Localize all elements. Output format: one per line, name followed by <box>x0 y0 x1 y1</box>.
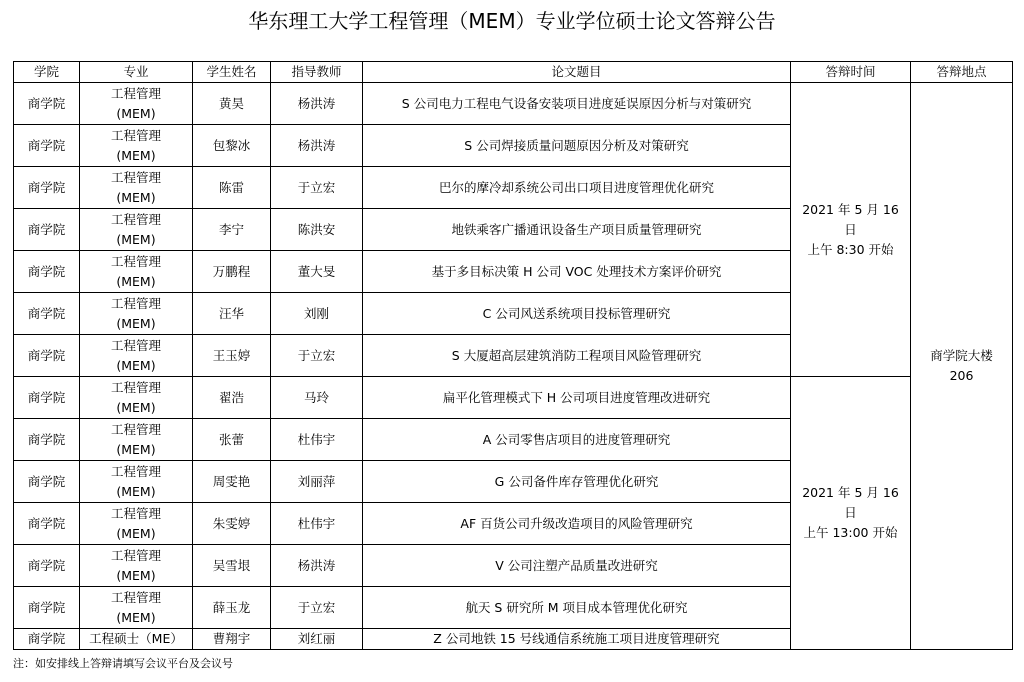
topic-cell: S 公司焊接质量问题原因分析及对策研究 <box>363 125 791 167</box>
header-student: 学生姓名 <box>193 62 271 83</box>
header-topic: 论文题目 <box>363 62 791 83</box>
topic-cell: G 公司备件库存管理优化研究 <box>363 461 791 503</box>
table-row <box>14 377 1013 419</box>
advisor-cell: 杜伟宇 <box>271 503 363 545</box>
major-cell: 工程管理 (MEM) <box>80 419 193 461</box>
advisor-cell: 董大旻 <box>271 251 363 293</box>
college-cell: 商学院 <box>14 83 80 125</box>
student-cell: 周雯艳 <box>193 461 271 503</box>
major-cell: 工程管理 (MEM) <box>80 587 193 629</box>
advisor-cell: 于立宏 <box>271 335 363 377</box>
college-cell: 商学院 <box>14 545 80 587</box>
major-cell: 工程管理 (MEM) <box>80 209 193 251</box>
major-cell: 工程管理 (MEM) <box>80 251 193 293</box>
student-cell: 陈雷 <box>193 167 271 209</box>
major-cell: 工程管理 (MEM) <box>80 83 193 125</box>
advisor-cell: 刘丽萍 <box>271 461 363 503</box>
advisor-cell: 刘红丽 <box>271 629 363 650</box>
advisor-cell: 于立宏 <box>271 167 363 209</box>
student-cell: 万鹏程 <box>193 251 271 293</box>
header-location: 答辩地点 <box>911 62 1013 83</box>
header-row <box>14 62 1013 83</box>
major-cell: 工程管理 (MEM) <box>80 377 193 419</box>
college-cell: 商学院 <box>14 503 80 545</box>
topic-cell: S 大厦超高层建筑消防工程项目风险管理研究 <box>363 335 791 377</box>
topic-cell: A 公司零售店项目的进度管理研究 <box>363 419 791 461</box>
major-cell: 工程管理 (MEM) <box>80 545 193 587</box>
college-cell: 商学院 <box>14 167 80 209</box>
student-cell: 薛玉龙 <box>193 587 271 629</box>
table-row <box>14 83 1013 125</box>
college-cell: 商学院 <box>14 377 80 419</box>
major-cell: 工程管理 (MEM) <box>80 125 193 167</box>
student-cell: 朱雯婷 <box>193 503 271 545</box>
student-cell: 张蕾 <box>193 419 271 461</box>
advisor-cell: 杜伟宇 <box>271 419 363 461</box>
advisor-cell: 于立宏 <box>271 587 363 629</box>
student-cell: 曹翔宇 <box>193 629 271 650</box>
student-cell: 吴雪垠 <box>193 545 271 587</box>
topic-cell: Z 公司地铁 15 号线通信系统施工项目进度管理研究 <box>363 629 791 650</box>
defense-location: 商学院大楼 206 <box>911 83 1013 650</box>
major-cell: 工程管理 (MEM) <box>80 335 193 377</box>
topic-cell: 基于多目标决策 H 公司 VOC 处理技术方案评价研究 <box>363 251 791 293</box>
advisor-cell: 马玲 <box>271 377 363 419</box>
topic-cell: V 公司注塑产品质量改进研究 <box>363 545 791 587</box>
major-cell: 工程管理 (MEM) <box>80 293 193 335</box>
advisor-cell: 杨洪涛 <box>271 545 363 587</box>
topic-cell: C 公司风送系统项目投标管理研究 <box>363 293 791 335</box>
college-cell: 商学院 <box>14 251 80 293</box>
page-title: 华东理工大学工程管理（MEM）专业学位硕士论文答辩公告 <box>248 9 776 33</box>
college-cell: 商学院 <box>14 335 80 377</box>
college-cell: 商学院 <box>14 419 80 461</box>
major-cell: 工程管理 (MEM) <box>80 167 193 209</box>
student-cell: 包黎冰 <box>193 125 271 167</box>
advisor-cell: 杨洪涛 <box>271 83 363 125</box>
college-cell: 商学院 <box>14 209 80 251</box>
topic-cell: AF 百货公司升级改造项目的风险管理研究 <box>363 503 791 545</box>
college-cell: 商学院 <box>14 629 80 650</box>
student-cell: 黄昊 <box>193 83 271 125</box>
topic-cell: 地铁乘客广播通讯设备生产项目质量管理研究 <box>363 209 791 251</box>
defense-schedule-table <box>13 61 1013 650</box>
student-cell: 翟浩 <box>193 377 271 419</box>
college-cell: 商学院 <box>14 461 80 503</box>
college-cell: 商学院 <box>14 587 80 629</box>
advisor-cell: 杨洪涛 <box>271 125 363 167</box>
header-time: 答辩时间 <box>791 62 911 83</box>
header-major: 专业 <box>80 62 193 83</box>
student-cell: 李宁 <box>193 209 271 251</box>
major-cell: 工程管理 (MEM) <box>80 461 193 503</box>
advisor-cell: 陈洪安 <box>271 209 363 251</box>
defense-time-afternoon: 2021 年 5 月 16 日 上午 13:00 开始 <box>791 377 911 650</box>
topic-cell: 航天 S 研究所 M 项目成本管理优化研究 <box>363 587 791 629</box>
college-cell: 商学院 <box>14 125 80 167</box>
footnote: 注：如安排线上答辩请填写会议平台及会议号 <box>13 657 233 670</box>
topic-cell: 扁平化管理模式下 H 公司项目进度管理改进研究 <box>363 377 791 419</box>
advisor-cell: 刘刚 <box>271 293 363 335</box>
college-cell: 商学院 <box>14 293 80 335</box>
topic-cell: 巴尔的摩冷却系统公司出口项目进度管理优化研究 <box>363 167 791 209</box>
defense-time-morning: 2021 年 5 月 16 日 上午 8:30 开始 <box>791 83 911 377</box>
header-college: 学院 <box>14 62 80 83</box>
topic-cell: S 公司电力工程电气设备安装项目进度延误原因分析与对策研究 <box>363 83 791 125</box>
header-advisor: 指导教师 <box>271 62 363 83</box>
student-cell: 王玉婷 <box>193 335 271 377</box>
major-cell: 工程硕士（ME） <box>80 629 193 650</box>
student-cell: 汪华 <box>193 293 271 335</box>
major-cell: 工程管理 (MEM) <box>80 503 193 545</box>
